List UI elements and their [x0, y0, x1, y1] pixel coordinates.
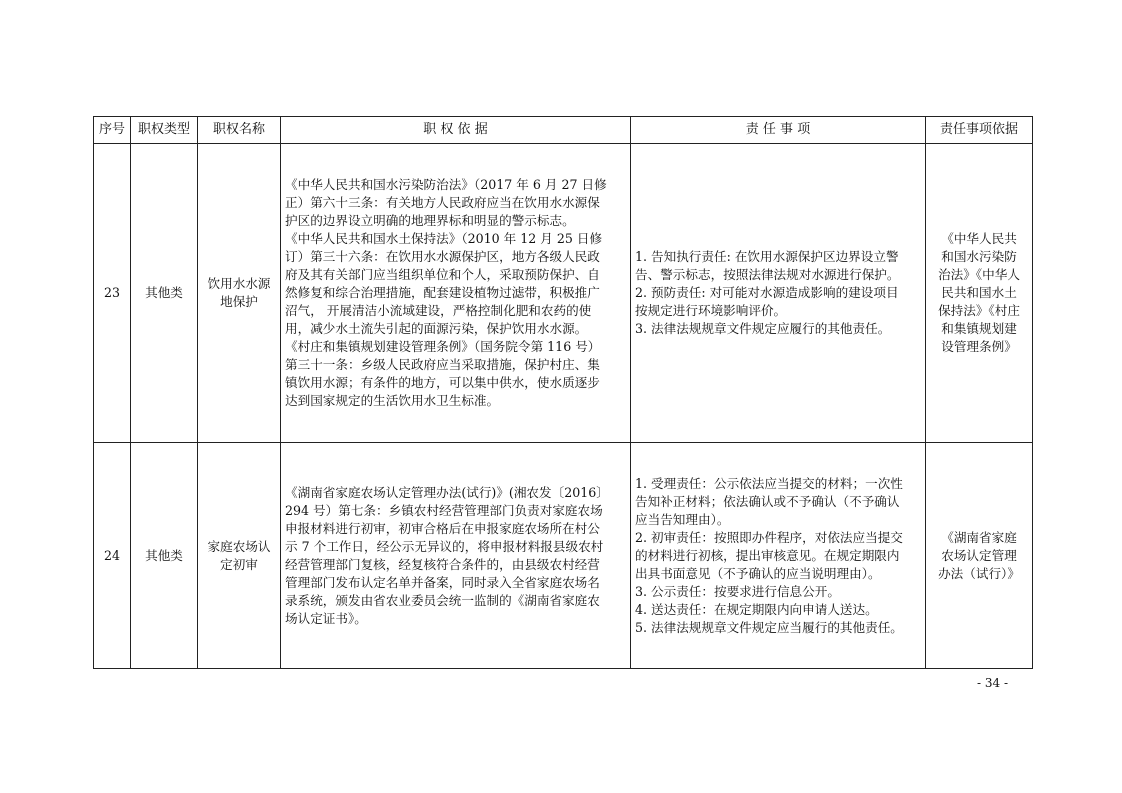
basis-line: 府及其有关部门应当组织单位和个人，采取预防保护、自: [285, 267, 600, 282]
responsibility-line: 告知补正材料；依法确认或不予确认（不予确认: [635, 493, 900, 509]
reference-line: 民共和国水土: [941, 285, 1017, 300]
responsibility-line: 按规定进行环境影响评价。: [635, 303, 787, 318]
basis-line: 294 号）第七条：乡镇农村经营管理部门负责对家庭农场: [285, 502, 603, 518]
basis-line: 订）第三十六条：在饮用水水源保护区，地方各级人民政: [285, 249, 600, 264]
responsibility-line: 1. 告知执行责任: 在饮用水源保护区边界设立警: [635, 249, 899, 264]
responsibility-line: 的材料进行初核，提出审核意见。在规定期限内: [635, 547, 900, 563]
responsibility-line: 出具书面意见（不予确认的应当说明理由）。: [635, 565, 881, 581]
power-name-line: 地保护: [220, 294, 258, 309]
header-basis: 职 权 依 据: [281, 117, 631, 144]
responsibility-line: 5. 法律法规规章文件规定应当履行的其他责任。: [635, 619, 903, 635]
responsibility-line: 告、警示标志，按照法律法规对水源进行保护。: [635, 267, 900, 282]
basis-line: 管理部门发布认定名单并备案，同时录入全省家庭农场名: [285, 574, 600, 590]
basis-line: 录系统，颁发由省农业委员会统一监制的《湖南省家庭农: [285, 592, 600, 608]
reference-line: 《湖南省家庭: [941, 529, 1017, 545]
header-name: 职权名称: [198, 117, 281, 144]
header-no: 序号: [94, 117, 131, 144]
basis-line: 沼气， 开展清洁小流域建设，严格控制化肥和农药的使: [285, 303, 592, 318]
reference-line: 保持法》《村庄: [938, 303, 1020, 318]
reference-line: 治法》《中华人: [938, 267, 1020, 282]
responsibility-table: [93, 116, 1033, 669]
row-number: 23: [94, 144, 131, 443]
basis-line: 达到国家规定的生活饮用水卫生标准。: [285, 393, 500, 408]
responsibility-line: 2. 预防责任: 对可能对水源造成影响的建设项目: [635, 285, 899, 300]
responsibility-line: 3. 公示责任：按要求进行信息公开。: [635, 583, 840, 599]
header-reference: 责任事项依据: [926, 117, 1033, 144]
basis-line: 《湖南省家庭农场认定管理办法(试行)》(湘农发〔2016〕: [285, 484, 609, 500]
power-name-line: 家庭农场认: [207, 538, 271, 554]
power-type: 其他类: [131, 144, 198, 443]
basis-line: 示 7 个工作日，经公示无异议的，将申报材料报县级农村: [285, 538, 604, 554]
responsibility-items: [631, 443, 926, 669]
power-basis: [281, 144, 631, 443]
basis-line: 然修复和综合治理措施，配套建设植物过滤带，积极推广: [285, 285, 600, 300]
basis-line: 《村庄和集镇规划建设管理条例》（国务院令第 116 号）: [285, 339, 601, 354]
responsibility-basis: [926, 144, 1033, 443]
power-name-line: 定初审: [220, 556, 258, 572]
page-number: - 34 -: [976, 676, 1008, 690]
power-basis: [281, 443, 631, 669]
basis-line: 第三十一条：乡级人民政府应当采取措施，保护村庄、集: [285, 357, 600, 372]
responsibility-line: 2. 初审责任：按照即办件程序，对依法应当提交: [635, 529, 903, 545]
responsibility-basis: [926, 443, 1033, 669]
power-name-line: 饮用水水源: [207, 276, 271, 291]
responsibility-line: 4. 送达责任：在规定期限内向申请人送达。: [635, 601, 878, 617]
basis-line: 《中华人民共和国水污染防治法》（2017 年 6 月 27 日修: [285, 177, 607, 192]
basis-line: 用，减少水土流失引起的面源污染，保护饮用水水源。: [285, 321, 588, 336]
table-row: [94, 443, 1033, 669]
basis-line: 正）第六十三条：有关地方人民政府应当在饮用水水源保: [285, 195, 600, 210]
reference-line: 农场认定管理: [941, 547, 1017, 563]
power-name: [198, 144, 281, 443]
header-type: 职权类型: [131, 117, 198, 144]
reference-line: 设管理条例》: [941, 339, 1017, 354]
reference-line: 办法（试行）》: [938, 565, 1020, 581]
row-number: 24: [94, 443, 131, 669]
table-header-row: [94, 117, 1033, 144]
basis-line: 《中华人民共和国水土保持法》（2010 年 12 月 25 日修: [285, 231, 603, 246]
table-row: [94, 144, 1033, 443]
basis-line: 场认定证书》。: [285, 610, 367, 626]
header-responsibility: 责 任 事 项: [631, 117, 926, 144]
power-type: 其他类: [131, 443, 198, 669]
responsibility-line: 3. 法律法规规章文件规定应履行的其他责任。: [635, 321, 891, 336]
reference-line: 和集镇规划建: [941, 321, 1017, 336]
responsibility-items: [631, 144, 926, 443]
responsibility-line: 应当告知理由）。: [635, 511, 730, 527]
basis-line: 镇饮用水源；有条件的地方，可以集中供水，使水质逐步: [285, 375, 600, 390]
responsibility-line: 1. 受理责任：公示依法应当提交的材料；一次性: [635, 475, 903, 491]
power-name: [198, 443, 281, 669]
reference-line: 《中华人民共: [941, 231, 1017, 246]
basis-line: 经营管理部门复核，经复核符合条件的，由县级农村经营: [285, 556, 600, 572]
reference-line: 和国水污染防: [941, 249, 1017, 264]
basis-line: 申报材料进行初审，初审合格后在申报家庭农场所在村公: [285, 520, 600, 536]
basis-line: 护区的边界设立明确的地理界标和明显的警示标志。: [285, 213, 575, 228]
